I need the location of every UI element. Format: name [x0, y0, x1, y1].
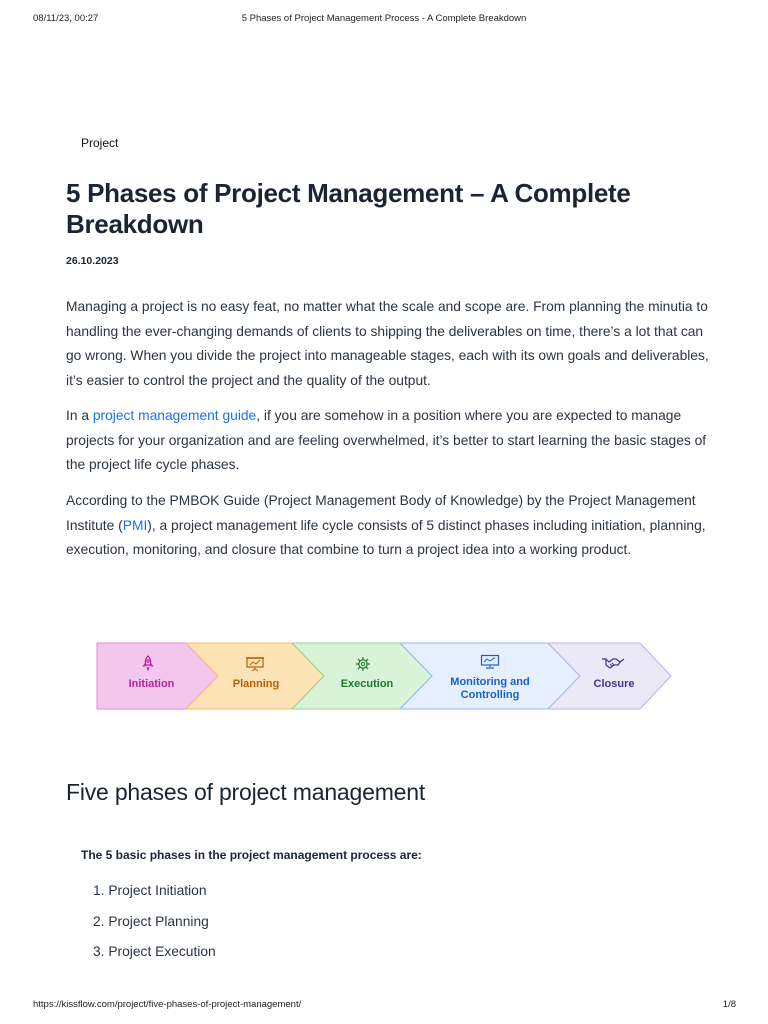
monitor-chart-icon	[480, 654, 500, 669]
phase-label-monitoring: Monitoring and Controlling	[450, 676, 530, 701]
handshake-icon	[601, 656, 625, 670]
paragraph-pmbok	[66, 489, 716, 563]
article-date: 26.10.2023	[66, 255, 119, 267]
article-title: 5 Phases of Project Management – A Complete Breakdown	[66, 178, 631, 239]
pmi-link[interactable]: PMI	[122, 517, 148, 533]
print-doc-title: 5 Phases of Project Management Process - A Complete Breakdown	[241, 13, 527, 24]
phase-list	[93, 878, 216, 970]
phases-diagram	[94, 641, 674, 711]
phases-diagram-shapes	[94, 641, 674, 711]
phase-label-closure: Closure	[593, 678, 635, 690]
paragraph-pmbok-text-1: According to the PMBOK Guide (Project Management Body of Knowledge) by the Project Management Institute (	[66, 493, 696, 533]
list-item: 3. Project Execution	[93, 944, 216, 959]
phases-intro: The 5 basic phases in the project management process are:	[81, 848, 422, 862]
list-item: 2. Project Planning	[93, 913, 209, 929]
section-heading: Five phases of project management	[66, 779, 426, 805]
paragraph-guide-text-1: In a	[66, 408, 93, 423]
print-page-number: 1/8	[722, 999, 736, 1010]
print-footer	[0, 999, 768, 1013]
presentation-board-icon	[245, 656, 265, 672]
article-category[interactable]: Project	[81, 136, 119, 150]
project-management-guide-link[interactable]: project management guide	[92, 408, 257, 423]
print-url: https://kissflow.com/project/five-phases-of-project-management/	[33, 999, 302, 1010]
phase-label-execution: Execution	[340, 678, 394, 690]
rocket-icon	[141, 655, 155, 671]
paragraph-guide	[66, 404, 716, 478]
gear-icon	[355, 656, 371, 672]
paragraph-guide-text-2: , if you are somehow in a position where you are expected to manage projects for your organization and are feeling overwhelmed, it’s better to start learning the basic stages of the project life cycle phases.	[66, 408, 707, 472]
list-item: 1. Project Initiation	[93, 883, 207, 898]
print-datetime: 08/11/23, 00:27	[33, 13, 99, 24]
phase-label-planning: Planning	[232, 678, 280, 690]
phase-label-initiation: Initiation	[128, 678, 175, 690]
paragraph-intro: Managing a project is no easy feat, no matter what the scale and scope are. From planning the minutia to handling the ever-changing demands of clients to shipping the deliverables on time, there’s a lot that can go wrong. When you divide the project into manageable stages, each with its own goals and deliverables, it’s easier to control the project and the quality of the output.	[66, 299, 709, 388]
paragraph-pmbok-text-2: ), a project management life cycle consists of 5 distinct phases including initiation, planning, execution, monitoring, and closure that combine to turn a project idea into a working product.	[66, 517, 706, 557]
print-header	[0, 13, 768, 27]
